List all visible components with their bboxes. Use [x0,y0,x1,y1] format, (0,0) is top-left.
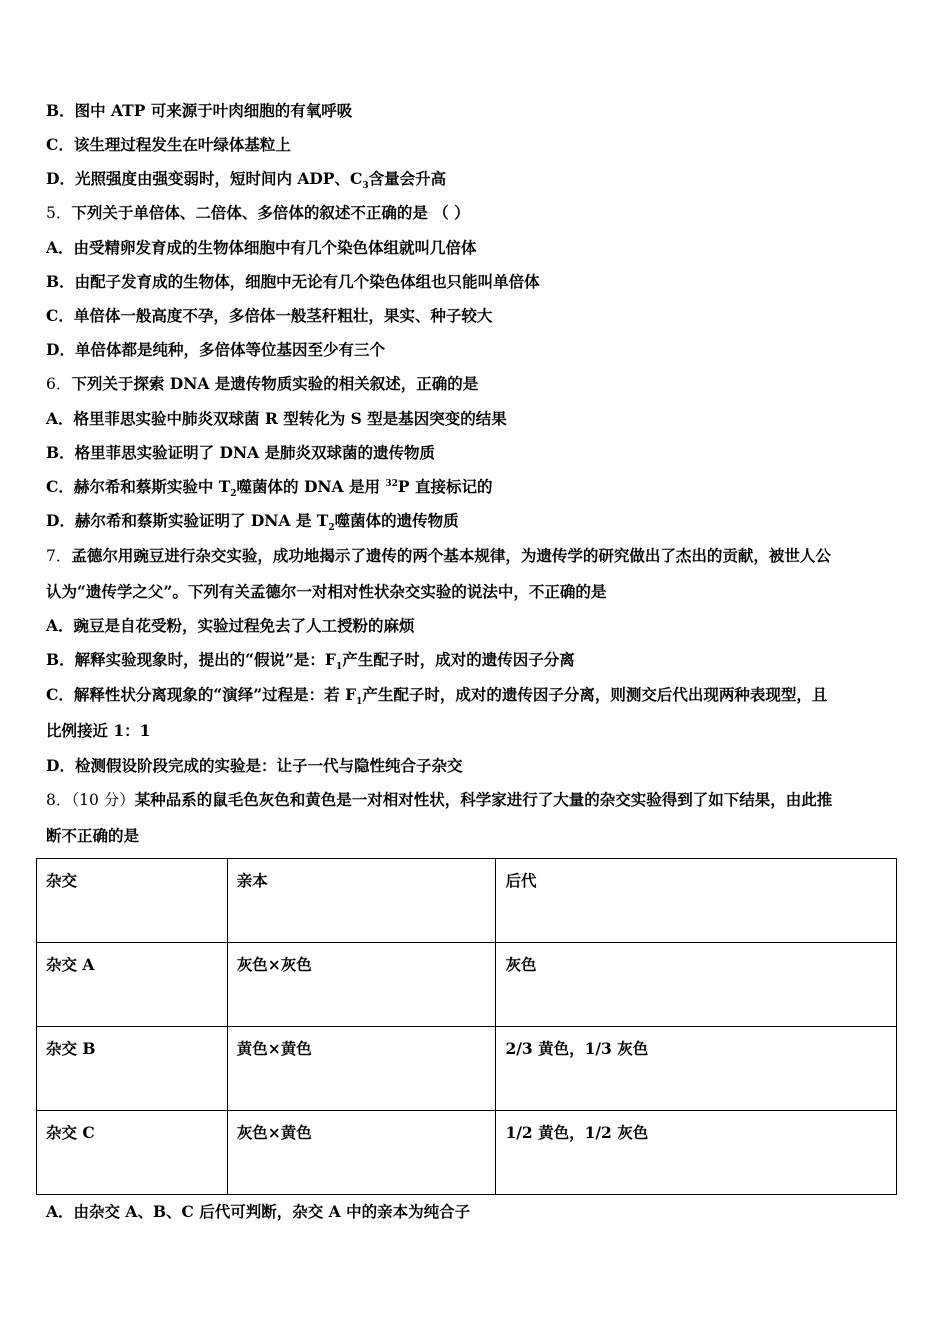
q4-option-d: D．光照强度由强变弱时，短时间内 ADP、$C_3$含量会升高 [46,169,447,192]
q6-stem: 6．下列关于探索 DNA 是遗传物质实验的相关叙述，正确的是 [46,374,479,393]
q5-option-b: B．由配子发育成的生物体，细胞中无论有几个染色体组也只能叫单倍体 [46,272,540,291]
q7-option-c-line2: 比例接近 1：1 [46,721,151,740]
q4-option-c: C．该生理过程发生在叶绿体基粒上 [46,135,291,154]
table-header-cell: 杂交 [37,859,228,943]
q5-option-d: D．单倍体都是纯种，多倍体等位基因至少有三个 [46,340,385,359]
table-cell: 灰色 [496,943,897,1027]
table-cell: 1/2 黄色，1/2 灰色 [496,1111,897,1195]
q7-option-a: A．豌豆是自花受粉，实验过程免去了人工授粉的麻烦 [46,616,415,635]
q8-stem-line2: 断不正确的是 [46,826,140,845]
table-cell: 杂交 C [37,1111,228,1195]
table-header-cell: 后代 [496,859,897,943]
q8-option-a: A．由杂交 A、B、C 后代可判断，杂交 A 中的亲本为纯合子 [46,1202,471,1221]
table-header-cell: 亲本 [227,859,496,943]
table-row [37,943,897,1027]
table-cell: 杂交 B [37,1027,228,1111]
q7-option-d: D．检测假设阶段完成的实验是：让子一代与隐性纯合子杂交 [46,756,463,775]
q6-option-d: D．赫尔希和蔡斯实验证明了 DNA 是 $T_2$噬菌体的遗传物质 [46,511,459,534]
q7-option-b: B．解释实验现象时，提出的“假说”是：$F_1$产生配子时，成对的遗传因子分离 [46,650,575,673]
q6-option-c: C．赫尔希和蔡斯实验中 $T_2$噬菌体的 DNA 是用 $^{32}$P 直接标记的 [46,477,493,500]
q7-stem-line1: 7．孟德尔用豌豆进行杂交实验，成功地揭示了遗传的两个基本规律，为遗传学的研究做出了杰出的贡献，被世人公 [46,546,831,565]
cross-results-table [36,858,897,1195]
table-row [37,1027,897,1111]
table-header-row [37,859,897,943]
q5-option-c: C．单倍体一般高度不孕，多倍体一般茎秆粗壮，果实、种子较大 [46,306,493,325]
table-cell: 2/3 黄色，1/3 灰色 [496,1027,897,1111]
q4-option-b: B．图中 ATP 可来源于叶肉细胞的有氧呼吸 [46,101,353,120]
q8-stem-line1: 8．（10 分）某种品系的鼠毛色灰色和黄色是一对相对性状，科学家进行了大量的杂交实验得到了如下结果，由此推 [46,790,833,809]
table-cell: 灰色×黄色 [227,1111,496,1195]
q7-stem-line2: 认为“遗传学之父”。下列有关孟德尔一对相对性状杂交实验的说法中，不正确的是 [46,582,607,601]
q5-stem: 5．下列关于单倍体、二倍体、多倍体的叙述不正确的是 （ ） [46,203,470,222]
q6-option-b: B．格里菲思实验证明了 DNA 是肺炎双球菌的遗传物质 [46,443,436,462]
table-cell: 杂交 A [37,943,228,1027]
table-cell: 灰色×灰色 [227,943,496,1027]
table-row [37,1111,897,1195]
table-cell: 黄色×黄色 [227,1027,496,1111]
q6-option-a: A．格里菲思实验中肺炎双球菌 R 型转化为 S 型是基因突变的结果 [46,409,507,428]
q7-option-c: C．解释性状分离现象的“演绎”过程是：若 $F_1$产生配子时，成对的遗传因子分离，则测交后代出现两种表现型，且 [46,685,828,708]
q5-option-a: A．由受精卵发育成的生物体细胞中有几个染色体组就叫几倍体 [46,238,477,257]
